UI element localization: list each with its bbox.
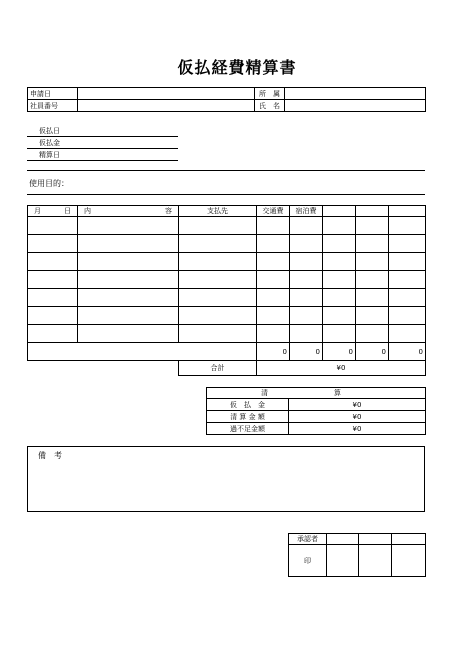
subtotal-transport: 0 xyxy=(257,343,290,361)
settlement-header: 清 算 xyxy=(207,388,426,399)
col-payee: 支払先 xyxy=(179,206,257,217)
page-title: 仮払経費精算書 xyxy=(177,58,297,77)
seal-box[interactable] xyxy=(327,545,359,577)
advance-date-label: 仮払日 xyxy=(39,127,60,135)
table-row[interactable] xyxy=(28,325,426,343)
table-row[interactable] xyxy=(28,271,426,289)
employee-no-field[interactable] xyxy=(78,100,255,112)
grand-total-table xyxy=(178,360,426,376)
dept-label: 所 属 xyxy=(255,88,285,100)
divider xyxy=(27,170,425,171)
seal-label: 印 xyxy=(289,545,327,577)
col-extra-1 xyxy=(323,206,356,217)
settle-date-label: 精算日 xyxy=(39,151,60,159)
purpose-line[interactable] xyxy=(27,194,425,195)
grand-total-label: 合計 xyxy=(179,361,257,376)
approver-label: 承認者 xyxy=(289,534,327,545)
table-row[interactable] xyxy=(28,235,426,253)
settlement-table xyxy=(206,387,426,435)
settle-advance-value: ¥0 xyxy=(289,399,426,411)
settle-amount-label: 清 算 金 額 xyxy=(207,411,289,423)
approval-table xyxy=(288,533,426,577)
table-row[interactable] xyxy=(28,253,426,271)
name-field[interactable] xyxy=(285,100,426,112)
remarks-box[interactable] xyxy=(27,446,425,512)
dept-field[interactable] xyxy=(285,88,426,100)
col-extra-3 xyxy=(389,206,426,217)
settle-advance-label: 仮 払 金 xyxy=(207,399,289,411)
table-row[interactable] xyxy=(28,217,426,235)
grand-total-value: ¥0 xyxy=(257,361,426,376)
col-description: 内 容 xyxy=(78,206,179,217)
name-label: 氏 名 xyxy=(255,100,285,112)
col-transport: 交通費 xyxy=(257,206,290,217)
advance-date-row[interactable] xyxy=(27,126,178,137)
advance-amount-label: 仮払金 xyxy=(39,139,60,147)
expense-header-row xyxy=(28,206,426,217)
subtotal-extra-2: 0 xyxy=(356,343,389,361)
employee-no-label: 社員番号 xyxy=(28,100,78,112)
settle-diff-value: ¥0 xyxy=(289,423,426,435)
subtotal-extra-1: 0 xyxy=(323,343,356,361)
col-date: 月 日 xyxy=(28,206,78,217)
col-lodging: 宿泊費 xyxy=(290,206,323,217)
col-extra-2 xyxy=(356,206,389,217)
apply-date-field[interactable] xyxy=(78,88,255,100)
seal-box[interactable] xyxy=(392,545,426,577)
settle-amount-value: ¥0 xyxy=(289,411,426,423)
table-row[interactable] xyxy=(28,307,426,325)
expense-table xyxy=(27,205,426,361)
header-table xyxy=(27,87,426,112)
settle-date-row[interactable] xyxy=(27,150,178,161)
settle-diff-label: 過不足金額 xyxy=(207,423,289,435)
advance-amount-row[interactable] xyxy=(27,138,178,149)
table-row[interactable] xyxy=(28,289,426,307)
purpose-label: 使用目的： xyxy=(29,179,69,188)
seal-box[interactable] xyxy=(359,545,392,577)
subtotal-extra-3: 0 xyxy=(389,343,426,361)
subtotal-row xyxy=(28,343,426,361)
apply-date-label: 申請日 xyxy=(28,88,78,100)
subtotal-lodging: 0 xyxy=(290,343,323,361)
remarks-label: 備 考 xyxy=(38,451,62,460)
